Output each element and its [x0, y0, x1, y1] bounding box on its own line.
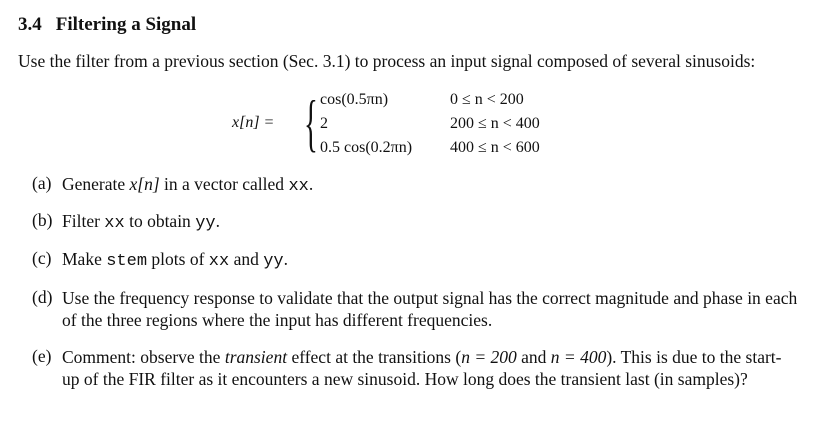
text-fragment: .	[283, 249, 289, 269]
math-fragment: n = 200	[461, 347, 517, 367]
text-fragment: ). This is due to the start-up of the FIR filter as it encounters a new sinusoid. How long does the transient last (in samples)?	[62, 347, 782, 389]
item-label: (c)	[32, 248, 52, 268]
intro-paragraph: Use the filter from a previous section (Sec. 3.1) to process an input signal composed of several sinusoids:	[18, 51, 756, 71]
item-label: (d)	[32, 287, 53, 307]
item-text	[62, 248, 798, 273]
equation-lhs: x[n] =	[232, 114, 275, 131]
emphasis-fragment: transient	[224, 347, 288, 367]
case-expr-1: cos(0.5πn)	[320, 91, 389, 108]
section-heading	[18, 14, 196, 36]
case-cond-2: 200 ≤ n < 400	[450, 115, 540, 132]
item-label: (b)	[32, 210, 53, 230]
case-cond-3: 400 ≤ n < 600	[450, 139, 540, 156]
item-text	[62, 210, 798, 235]
code-fragment: yy	[195, 214, 216, 233]
section-number: 3.4	[18, 14, 42, 35]
case-cond-1: 0 ≤ n < 200	[450, 91, 524, 108]
code-fragment: xx	[208, 252, 230, 271]
text-fragment: to obtain	[129, 211, 191, 231]
math-fragment: x[n]	[129, 174, 160, 194]
item-text	[62, 346, 798, 390]
text-fragment: and	[233, 249, 259, 269]
piecewise-equation	[232, 87, 632, 162]
item-label: (a)	[32, 173, 52, 193]
case-expr-2: 2	[320, 115, 328, 132]
code-fragment: stem	[106, 252, 148, 271]
text-fragment: .	[308, 174, 314, 194]
left-brace: {	[304, 87, 318, 158]
text-fragment: Comment: observe the	[62, 347, 221, 367]
code-fragment: xx	[288, 177, 309, 196]
code-fragment: xx	[104, 214, 125, 233]
text-fragment: Make	[62, 249, 102, 269]
item-label: (e)	[32, 346, 52, 366]
text-fragment: Generate	[62, 174, 126, 194]
section-title: Filtering a Signal	[55, 14, 197, 35]
math-fragment: n = 400	[550, 347, 607, 367]
text-fragment: .	[215, 211, 220, 231]
item-text: Use the frequency response to validate that the output signal has the correct magnitude and phase in each of the three regions where the input has different frequencies.	[62, 288, 798, 330]
text-fragment: in a vector called	[164, 174, 285, 194]
item-text	[62, 173, 798, 198]
text-fragment: plots of	[151, 249, 205, 269]
code-fragment: yy	[263, 252, 284, 271]
text-fragment: and	[521, 347, 547, 367]
text-fragment: Filter	[62, 211, 100, 231]
case-expr-3: 0.5 cos(0.2πn)	[320, 139, 413, 156]
text-fragment: effect at the transitions (	[291, 347, 462, 367]
